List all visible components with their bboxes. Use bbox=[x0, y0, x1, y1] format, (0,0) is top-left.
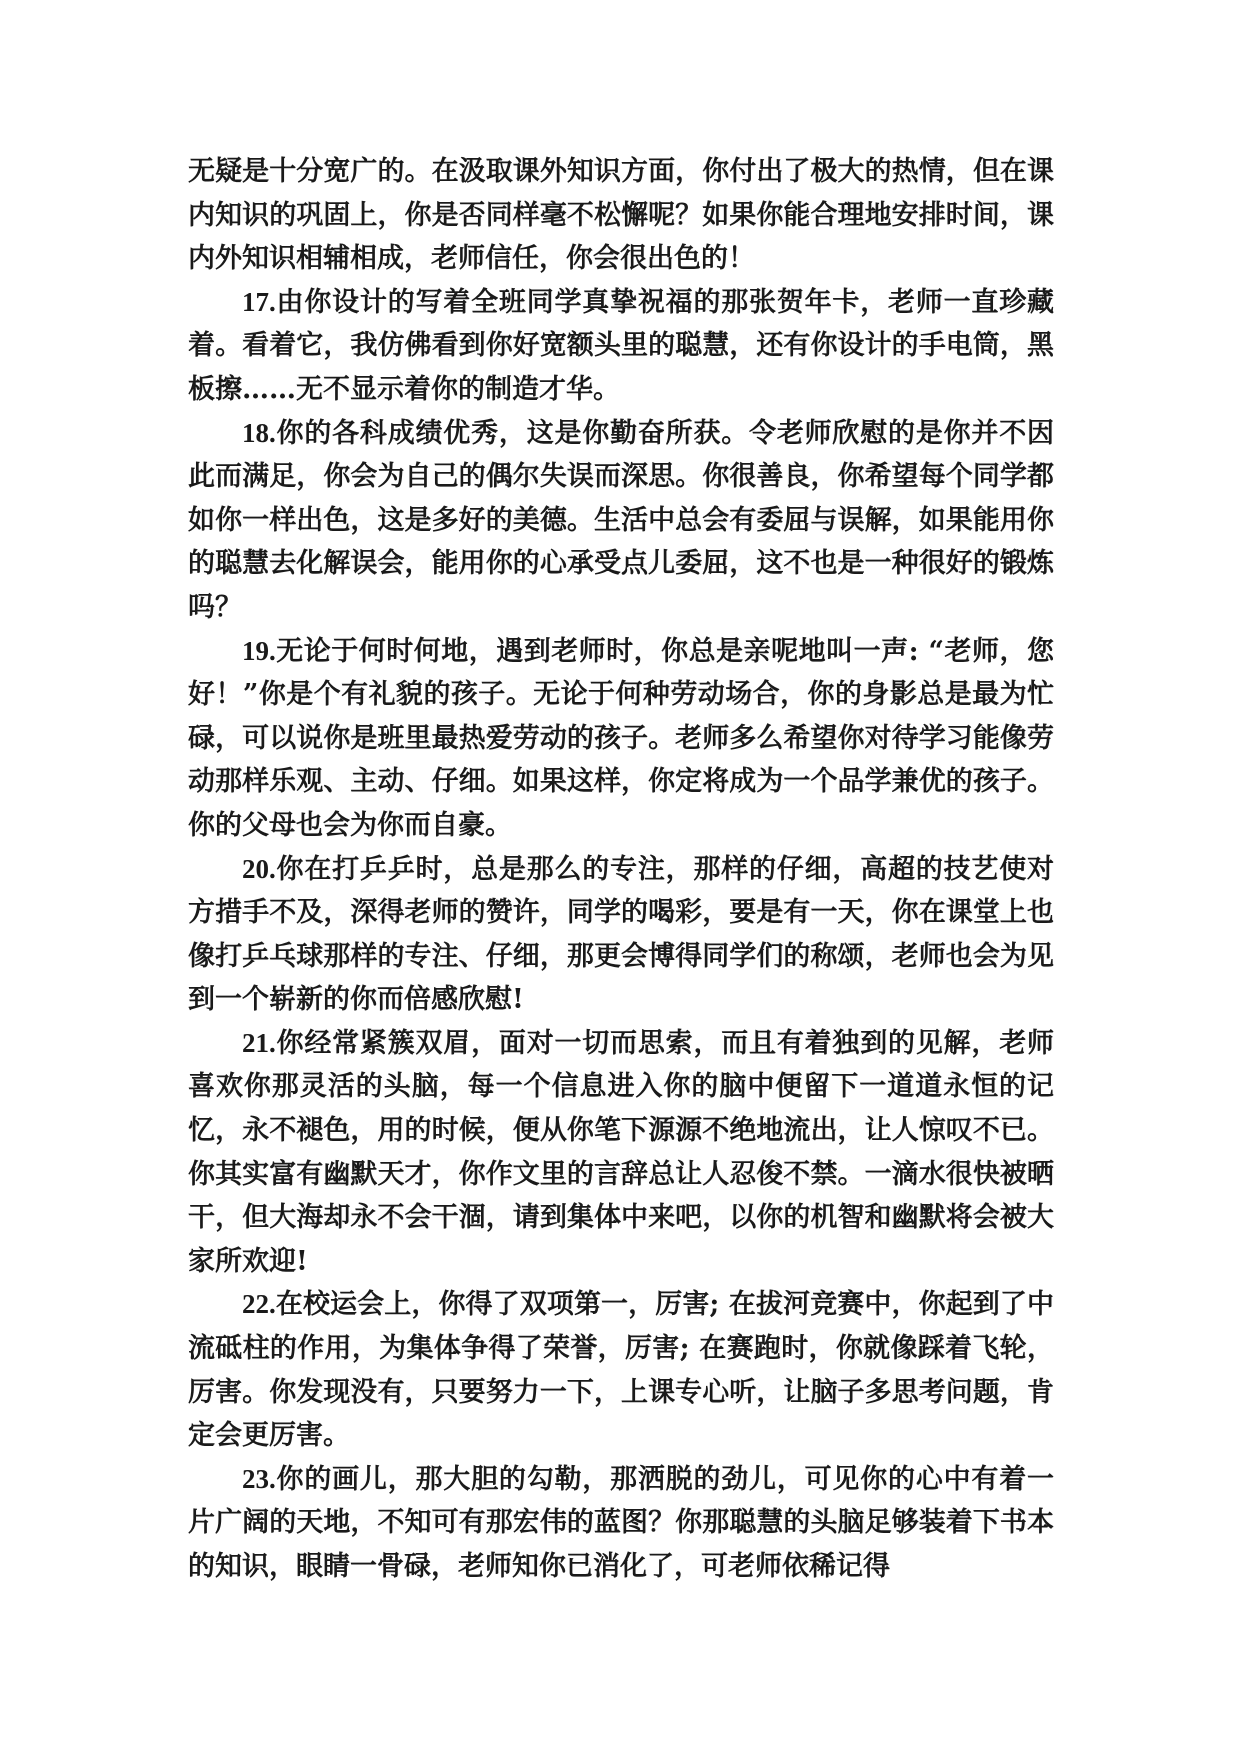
document-page bbox=[188, 150, 1054, 1589]
paragraph-number: 19. bbox=[242, 635, 276, 666]
paragraph-number: 23. bbox=[242, 1463, 276, 1494]
paragraph-19 bbox=[188, 630, 1054, 848]
paragraph-20 bbox=[188, 848, 1054, 1022]
paragraph-text: 你经常紧簇双眉，面对一切而思索，而且有着独到的见解，老师喜欢你那灵活的头脑，每一个信息进入你的脑中便留下一道道永恒的记忆，永不褪色，用的时候，便从你笔下源源不绝地流出，让人惊叹不已。你其实富有幽默天才，你作文里的言辞总让人忍俊不禁。一滴水很快被晒干，但大海却永不会干涸，请到集体中来吧，以你的机智和幽默将会被大家所欢迎! bbox=[188, 1027, 1054, 1277]
paragraph-text: 由你设计的写着全班同学真挚祝福的那张贺年卡，老师一直珍藏着。看着它，我仿佛看到你好宽额头里的聪慧，还有你设计的手电筒，黑板擦……无不显示着你的制造才华。 bbox=[188, 286, 1054, 405]
paragraph-number: 21. bbox=[242, 1027, 276, 1058]
paragraph-17 bbox=[188, 281, 1054, 412]
paragraph-number: 22. bbox=[242, 1289, 276, 1320]
paragraph-18 bbox=[188, 412, 1054, 630]
paragraph-text: 在校运会上，你得了双项第一，厉害; 在拔河竞赛中，你起到了中流砥柱的作用，为集体争得了荣誉，厉害; 在赛跑时，你就像踩着飞轮，厉害。你发现没有，只要努力一下，上课专心听，让脑子多思考问题，肯定会更厉害。 bbox=[188, 1289, 1054, 1452]
paragraph-text: 无论于何时何地，遇到老师时，你总是亲呢地叫一声: “老师，您好！”你是个有礼貌的孩子。无论于何种劳动场合，你的身影总是最为忙碌，可以说你是班里最热爱劳动的孩子。老师多么希望你对待学习能像劳动那样乐观、主动、仔细。如果这样，你定将成为一个品学兼优的孩子。你的父母也会为你而自豪。 bbox=[188, 635, 1054, 841]
paragraph-text: 你的各科成绩优秀，这是你勤奋所获。令老师欣慰的是你并不因此而满足，你会为自己的偶尔失误而深思。你很善良，你希望每个同学都如你一样出色，这是多好的美德。生活中总会有委屈与误解，如果能用你的聪慧去化解误会，能用你的心承受点儿委屈，这不也是一种很好的锻炼吗？ bbox=[188, 417, 1054, 623]
paragraph-22 bbox=[188, 1283, 1054, 1457]
paragraph-23 bbox=[188, 1458, 1054, 1589]
paragraph-21 bbox=[188, 1022, 1054, 1284]
paragraph-text: 你的画儿，那大胆的勾勒，那洒脱的劲儿，可见你的心中有着一片广阔的天地，不知可有那宏伟的蓝图？你那聪慧的头脑足够装着下书本的知识，眼睛一骨碌，老师知你已消化了，可老师依稀记得 bbox=[188, 1463, 1054, 1582]
paragraph-16-continuation bbox=[188, 150, 1054, 281]
paragraph-text: 无疑是十分宽广的。在汲取课外知识方面，你付出了极大的热情，但在课内知识的巩固上，你是否同样毫不松懈呢？如果你能合理地安排时间，课内外知识相辅相成，老师信任，你会很出色的！ bbox=[188, 156, 1054, 275]
paragraph-number: 18. bbox=[242, 417, 276, 448]
paragraph-text: 你在打乒乒时，总是那么的专注，那样的仔细，高超的技艺使对方措手不及，深得老师的赞许，同学的喝彩，要是有一天，你在课堂上也像打乒乓球那样的专注、仔细，那更会博得同学们的称颂，老师也会为见到一个崭新的你而倍感欣慰! bbox=[188, 853, 1054, 1016]
paragraph-number: 17. bbox=[242, 286, 276, 317]
paragraph-number: 20. bbox=[242, 853, 276, 884]
